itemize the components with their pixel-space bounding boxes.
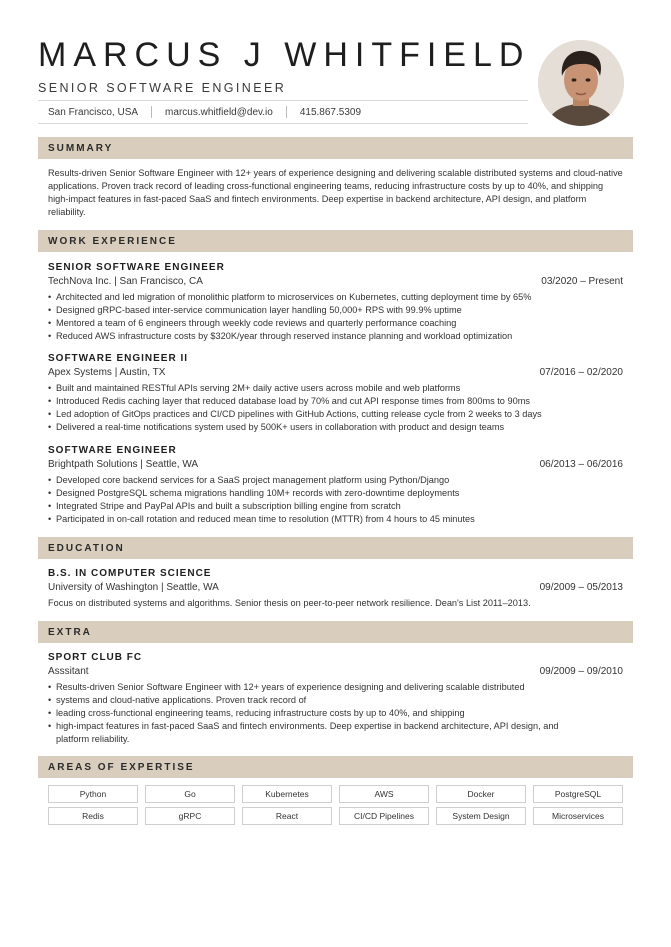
section-work-header: WORK EXPERIENCE xyxy=(38,230,633,252)
list-item: • high-impact features in fast-paced SaaS and fintech environments. Deep expertise in backend architecture, API design, and xyxy=(48,720,623,733)
divider xyxy=(286,106,287,118)
job-entry xyxy=(48,261,623,343)
list-item: • Participated in on-call rotation and reduced mean time to resolution (MTTR) from 4 hours to 45 minutes xyxy=(48,513,623,526)
skill-chip: CI/CD Pipelines xyxy=(339,807,429,825)
list-item: • Developed core backend services for a SaaS project management platform using Python/Django xyxy=(48,474,623,487)
list-item: • Designed gRPC-based inter-service communication layer handling 50,000+ RPS with 99.9% uptime xyxy=(48,304,623,317)
skill-chip: Go xyxy=(145,785,235,803)
skill-chip: gRPC xyxy=(145,807,235,825)
education-note: Focus on distributed systems and algorithms. Senior thesis on peer-to-peer network resilience. Dean's List 2011–2013. xyxy=(48,598,531,608)
skill-chip: PostgreSQL xyxy=(533,785,623,803)
list-item: • systems and cloud-native applications. Proven track record of xyxy=(48,694,623,707)
contact-phone: 415.867.5309 xyxy=(299,106,362,118)
job-dates: 07/2016 – 02/2020 xyxy=(539,367,623,378)
profile-photo xyxy=(538,40,624,126)
candidate-name: MARCUS J WHITFIELD xyxy=(38,36,531,74)
list-item: • Led adoption of GitOps practices and CI/CD pipelines with GitHub Actions, cutting release cycle from 2 weeks to 3 days xyxy=(48,408,623,421)
job-bullets xyxy=(48,382,623,434)
extra-title: SPORT CLUB FC xyxy=(48,652,143,663)
section-extra-header: EXTRA xyxy=(38,621,633,643)
degree-title: B.S. IN COMPUTER SCIENCE xyxy=(48,568,212,579)
job-title: SOFTWARE ENGINEER II xyxy=(48,353,189,364)
list-item: • Designed PostgreSQL schema migrations handling 10M+ records with zero-downtime deployments xyxy=(48,487,623,500)
job-dates: 03/2020 – Present xyxy=(541,276,623,287)
list-item-continuation: platform reliability. xyxy=(56,734,130,744)
job-company: TechNova Inc. | San Francisco, CA xyxy=(48,276,203,287)
section-summary-header: SUMMARY xyxy=(38,137,633,159)
list-item: • Introduced Redis caching layer that reduced database load by 70% and cut API response times from 800ms to 90ms xyxy=(48,395,623,408)
skill-chip: Microservices xyxy=(533,807,623,825)
extra-entry xyxy=(48,651,623,746)
list-item: • Reduced AWS infrastructure costs by $320K/year through reserved instance planning and workload optimization xyxy=(48,330,623,343)
job-entry xyxy=(48,444,623,526)
job-title: SOFTWARE ENGINEER xyxy=(48,445,177,456)
education-dates: 09/2009 – 05/2013 xyxy=(539,582,623,593)
skills-grid xyxy=(48,785,623,825)
list-item: • Results-driven Senior Software Engineer with 12+ years of experience designing and delivering scalable distributed xyxy=(48,681,623,694)
job-company: Brightpath Solutions | Seattle, WA xyxy=(48,459,199,470)
skill-chip: Docker xyxy=(436,785,526,803)
skill-chip: Redis xyxy=(48,807,138,825)
candidate-title: SENIOR SOFTWARE ENGINEER xyxy=(38,81,287,95)
list-item: • Delivered a real-time notifications system used by 500K+ users in collaboration with product and design teams xyxy=(48,421,623,434)
job-title: SENIOR SOFTWARE ENGINEER xyxy=(48,262,225,273)
list-item: • Built and maintained RESTful APIs serving 2M+ daily active users across mobile and web platforms xyxy=(48,382,623,395)
skill-chip: Kubernetes xyxy=(242,785,332,803)
extra-dates: 09/2009 – 09/2010 xyxy=(539,666,623,677)
job-bullets xyxy=(48,291,623,343)
school-name: University of Washington | Seattle, WA xyxy=(48,582,219,593)
contact-location: San Francisco, USA xyxy=(48,106,139,118)
list-item: • Mentored a team of 6 engineers through weekly code reviews and quarterly performance coaching xyxy=(48,317,623,330)
skill-chip: System Design xyxy=(436,807,526,825)
extra-role: Asssitant xyxy=(48,666,89,677)
skill-chip: AWS xyxy=(339,785,429,803)
section-expertise-header: AREAS OF EXPERTISE xyxy=(38,756,633,778)
summary-text: Results-driven Senior Software Engineer with 12+ years of experience designing and delivering scalable distributed systems and cloud-native applications. Proven track record of leading cross-functional engineering teams, reducing infrastructure costs by up to 40%, and shipping high-impact features in fast-paced SaaS and fintech environments. Deep expertise in backend architecture, API design, and platform reliability. xyxy=(48,168,623,217)
contact-email: marcus.whitfield@dev.io xyxy=(165,106,273,118)
resume-header xyxy=(38,34,531,96)
list-item: • leading cross-functional engineering teams, reducing infrastructure costs by up to 40%, and shipping xyxy=(48,707,623,720)
job-dates: 06/2013 – 06/2016 xyxy=(539,459,623,470)
contact-bar xyxy=(38,100,528,124)
skill-chip: Python xyxy=(48,785,138,803)
extra-bullets xyxy=(48,681,623,746)
job-entry xyxy=(48,352,623,434)
education-entry xyxy=(48,567,623,610)
divider xyxy=(151,106,152,118)
job-bullets xyxy=(48,474,623,526)
list-item: • Integrated Stripe and PayPal APIs and built a subscription billing engine from scratch xyxy=(48,500,623,513)
job-company: Apex Systems | Austin, TX xyxy=(48,367,166,378)
skill-chip: React xyxy=(242,807,332,825)
portrait-image xyxy=(538,40,624,126)
section-education-header: EDUCATION xyxy=(38,537,633,559)
list-item: • Architected and led migration of monolithic platform to microservices on Kubernetes, cutting deployment time by 65% xyxy=(48,291,623,304)
